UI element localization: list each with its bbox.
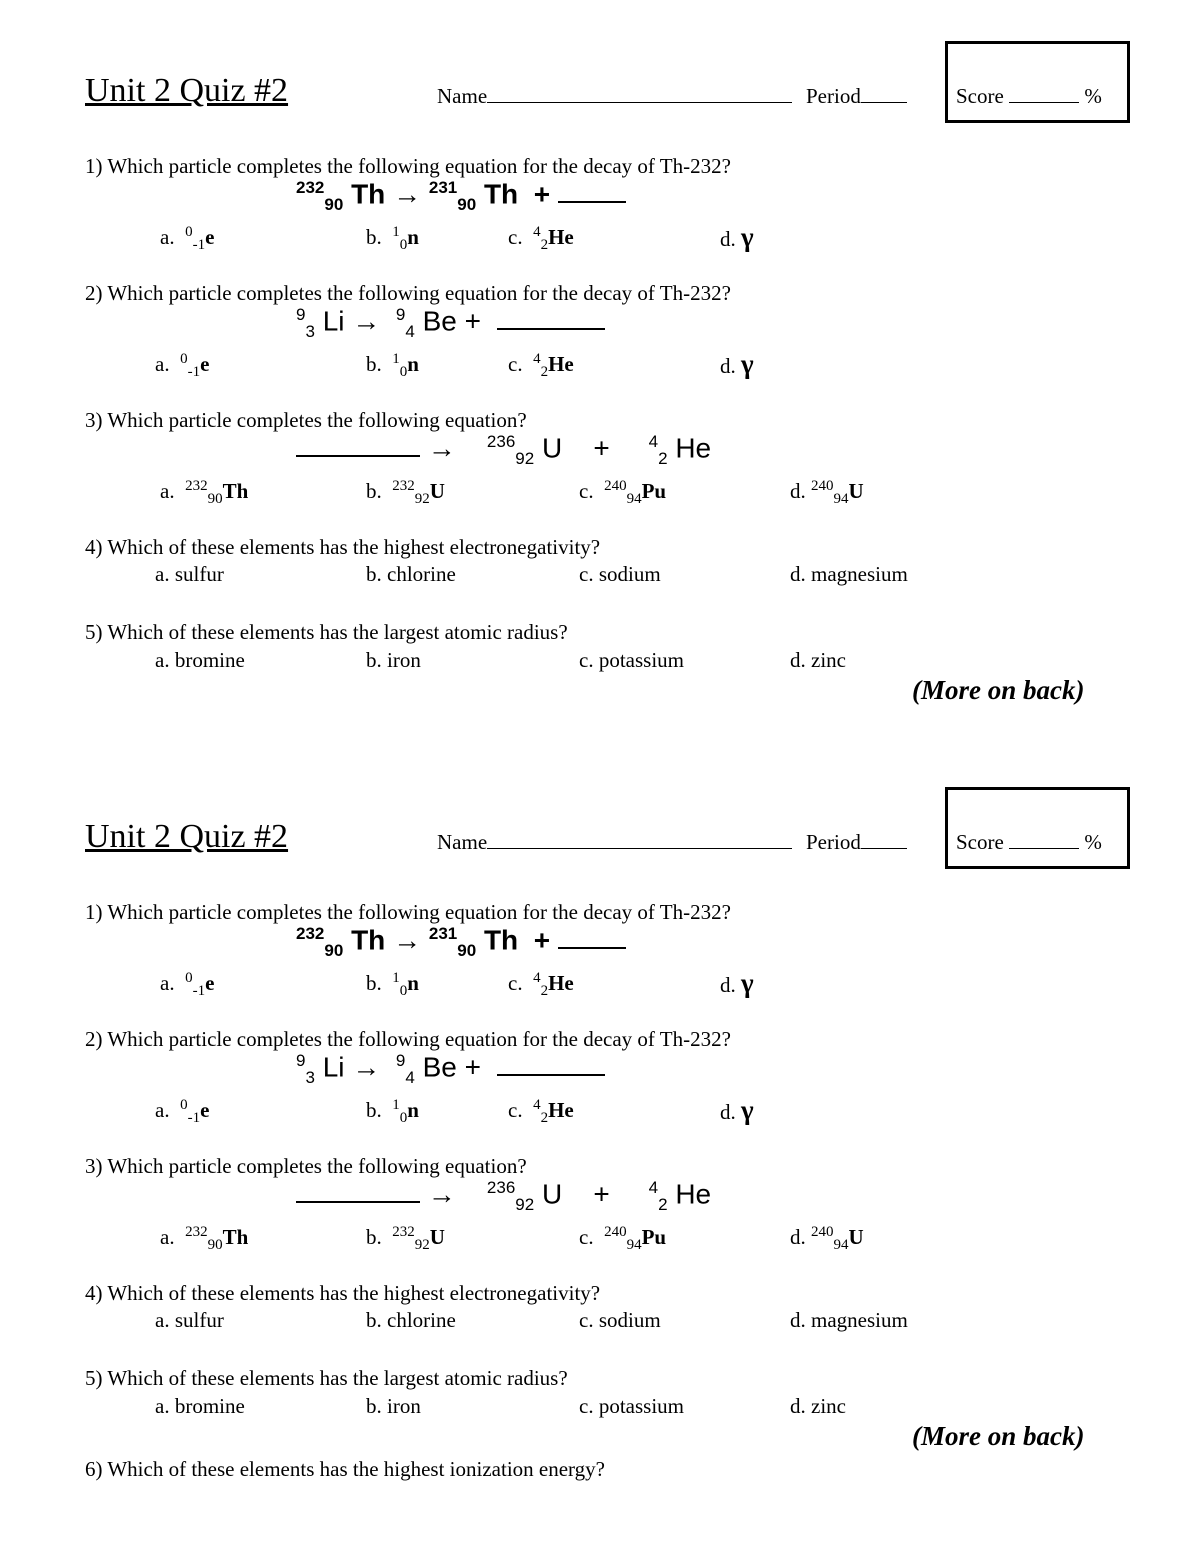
- more-on-back-note: (More on back): [912, 1421, 1085, 1451]
- question-5: 5) Which of these elements has the largest atomic radius?: [85, 1366, 568, 1390]
- q1-option-c[interactable]: c. $^4_2$He: [508, 224, 574, 254]
- question-2: 2) Which particle completes the following equation for the decay of Th-232?: [85, 1027, 731, 1051]
- answer-blank: [497, 306, 605, 330]
- answer-blank: [558, 179, 626, 203]
- more-on-back-note: (More on back): [912, 675, 1085, 705]
- equation-2: $^9_3$ Li → $^9_4$ Be +: [296, 1051, 605, 1088]
- score-field[interactable]: Score %: [956, 84, 1102, 108]
- q2-option-d[interactable]: d. γ: [720, 349, 754, 379]
- q2-option-c[interactable]: c. $^4_2$He: [508, 1097, 574, 1127]
- q1-option-b[interactable]: b. $^1_0$n: [366, 970, 419, 1000]
- q1-option-b[interactable]: b. $^1_0$n: [366, 224, 419, 254]
- q4-option-b[interactable]: b. chlorine: [366, 1308, 456, 1332]
- question-4: 4) Which of these elements has the highest electronegativity?: [85, 535, 601, 559]
- q4-option-d[interactable]: d. magnesium: [790, 562, 908, 586]
- question-3: 3) Which particle completes the following equation?: [85, 1154, 527, 1178]
- q5-option-b[interactable]: b. iron: [366, 648, 421, 672]
- answer-blank: [558, 925, 626, 949]
- equation-1: $^{232}_{90}$ Th → $^{231}_{90}$ Th +: [296, 924, 626, 961]
- q2-option-b[interactable]: b. $^1_0$n: [366, 1097, 419, 1127]
- equation-2: $^9_3$ Li → $^9_4$ Be +: [296, 305, 605, 342]
- q3-option-b[interactable]: b. $^{232}_{92}$U: [366, 478, 445, 508]
- period-field[interactable]: Period: [806, 830, 907, 855]
- answer-blank: [497, 1052, 605, 1076]
- q2-option-d[interactable]: d. γ: [720, 1095, 754, 1125]
- q4-option-c[interactable]: c. sodium: [579, 562, 661, 586]
- q5-option-d[interactable]: d. zinc: [790, 1394, 846, 1418]
- q3-option-b[interactable]: b. $^{232}_{92}$U: [366, 1224, 445, 1254]
- q1-option-d[interactable]: d. γ: [720, 222, 754, 252]
- q3-option-c[interactable]: c. $^{240}_{94}$Pu: [579, 1224, 667, 1254]
- q5-option-c[interactable]: c. potassium: [579, 1394, 684, 1418]
- question-3: 3) Which particle completes the following equation?: [85, 408, 527, 432]
- quiz-title: Unit 2 Quiz #2: [85, 818, 289, 855]
- q2-option-a[interactable]: a. $^0_{-1}$e: [155, 351, 210, 381]
- answer-blank: [296, 1179, 420, 1203]
- score-box: [945, 787, 1130, 869]
- name-field[interactable]: Name: [437, 830, 792, 855]
- answer-blank: [296, 433, 420, 457]
- q5-option-c[interactable]: c. potassium: [579, 648, 684, 672]
- question-5: 5) Which of these elements has the largest atomic radius?: [85, 620, 568, 644]
- q3-option-a[interactable]: a. $^{232}_{90}$Th: [160, 478, 249, 508]
- q2-option-a[interactable]: a. $^0_{-1}$e: [155, 1097, 210, 1127]
- question-4: 4) Which of these elements has the highest electronegativity?: [85, 1281, 601, 1305]
- question-6: 6) Which of these elements has the highest ionization energy?: [85, 1457, 605, 1481]
- equation-1: $^{232}_{90}$ Th → $^{231}_{90}$ Th +: [296, 178, 626, 215]
- q2-option-c[interactable]: c. $^4_2$He: [508, 351, 574, 381]
- q1-option-a[interactable]: a. $^0_{-1}$e: [160, 224, 215, 254]
- equation-3: → $^{236}_{92}$ U + $^4_2$ He: [296, 1178, 711, 1215]
- q3-option-a[interactable]: a. $^{232}_{90}$Th: [160, 1224, 249, 1254]
- q5-option-a[interactable]: a. bromine: [155, 1394, 245, 1418]
- q1-option-d[interactable]: d. γ: [720, 968, 754, 998]
- q2-option-b[interactable]: b. $^1_0$n: [366, 351, 419, 381]
- equation-3: → $^{236}_{92}$ U + $^4_2$ He: [296, 432, 711, 469]
- q4-option-c[interactable]: c. sodium: [579, 1308, 661, 1332]
- score-field[interactable]: Score %: [956, 830, 1102, 854]
- q4-option-a[interactable]: a. sulfur: [155, 562, 224, 586]
- q3-option-d[interactable]: d. $^{240}_{94}$U: [790, 478, 864, 508]
- q4-option-b[interactable]: b. chlorine: [366, 562, 456, 586]
- period-field[interactable]: Period: [806, 84, 907, 109]
- quiz-title: Unit 2 Quiz #2: [85, 72, 289, 109]
- q3-option-c[interactable]: c. $^{240}_{94}$Pu: [579, 478, 667, 508]
- q1-option-a[interactable]: a. $^0_{-1}$e: [160, 970, 215, 1000]
- question-1: 1) Which particle completes the following equation for the decay of Th-232?: [85, 900, 731, 924]
- q5-option-a[interactable]: a. bromine: [155, 648, 245, 672]
- name-field[interactable]: Name: [437, 84, 792, 109]
- q5-option-b[interactable]: b. iron: [366, 1394, 421, 1418]
- q3-option-d[interactable]: d. $^{240}_{94}$U: [790, 1224, 864, 1254]
- score-box: [945, 41, 1130, 123]
- q1-option-c[interactable]: c. $^4_2$He: [508, 970, 574, 1000]
- question-2: 2) Which particle completes the following equation for the decay of Th-232?: [85, 281, 731, 305]
- question-1: 1) Which particle completes the following equation for the decay of Th-232?: [85, 154, 731, 178]
- q4-option-d[interactable]: d. magnesium: [790, 1308, 908, 1332]
- q4-option-a[interactable]: a. sulfur: [155, 1308, 224, 1332]
- q5-option-d[interactable]: d. zinc: [790, 648, 846, 672]
